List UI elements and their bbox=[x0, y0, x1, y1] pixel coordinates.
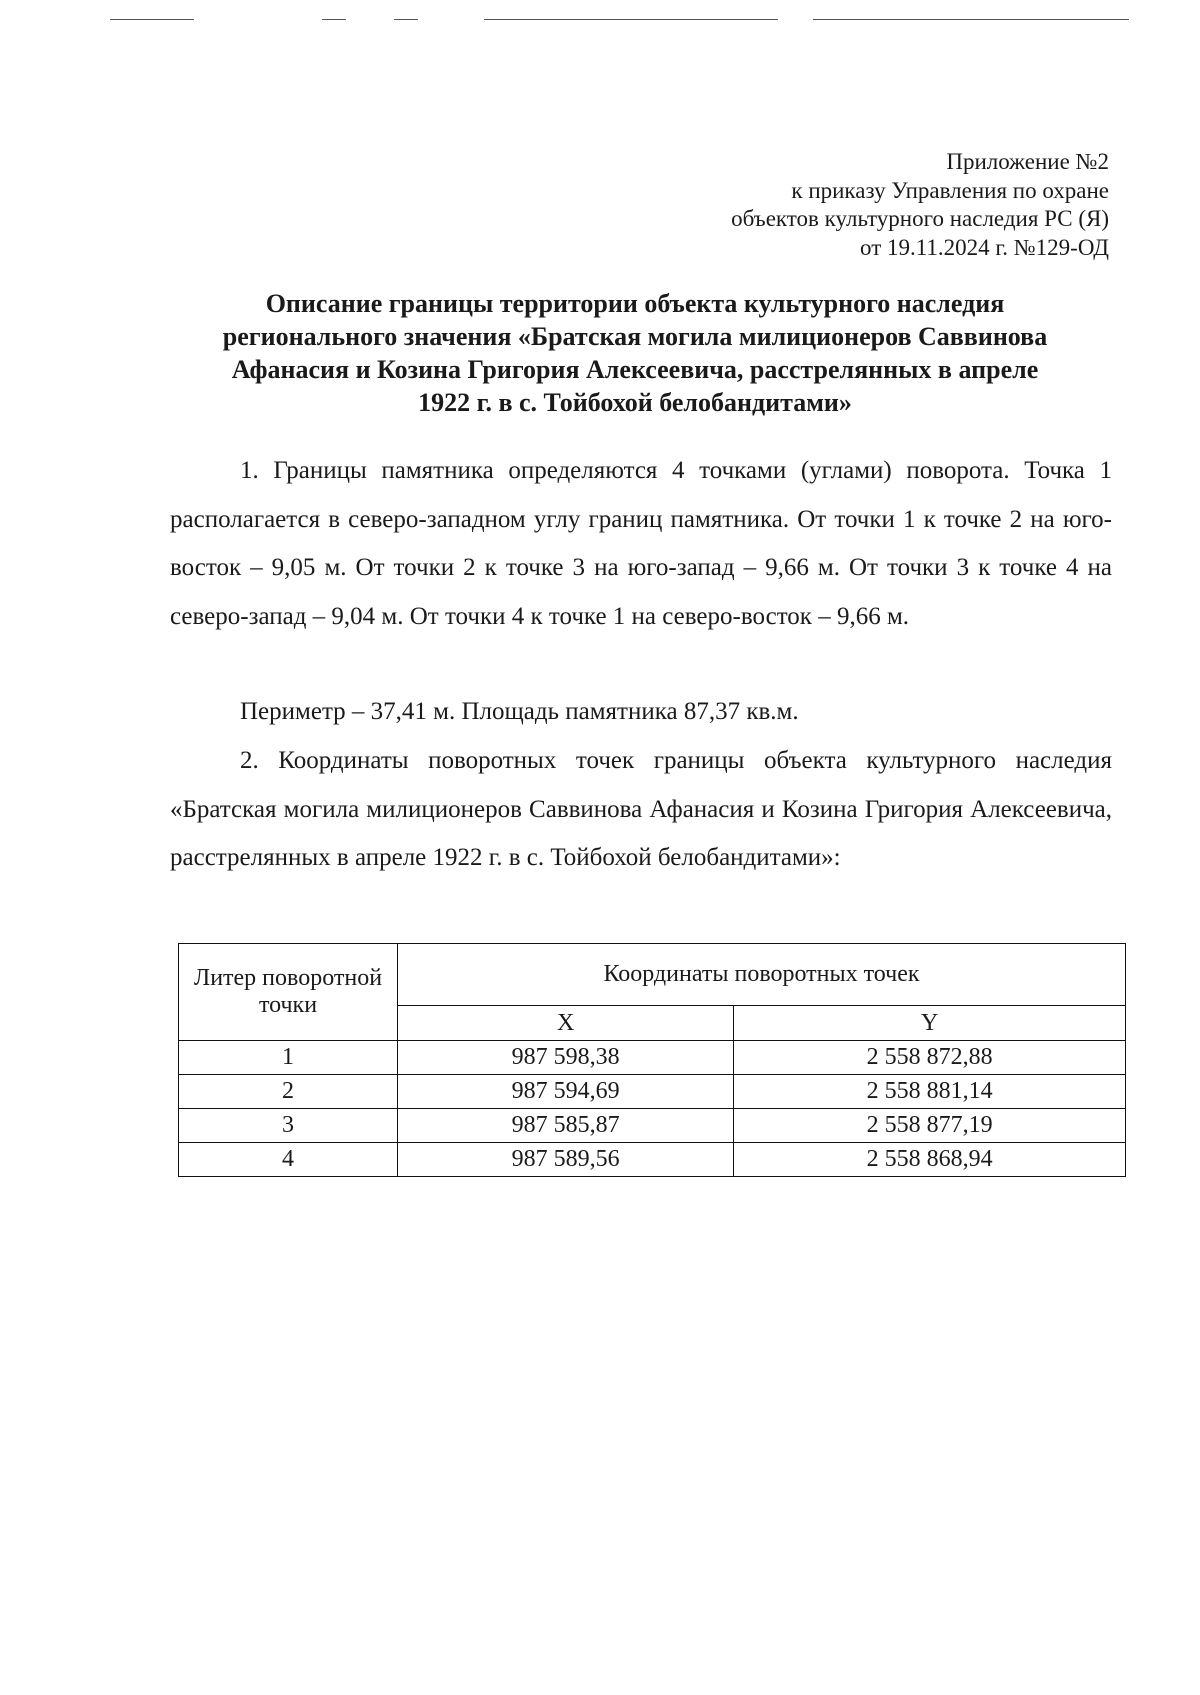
scan-artifact-line bbox=[813, 19, 1129, 20]
scan-artifact-line bbox=[394, 19, 418, 20]
cell-point: 4 bbox=[179, 1143, 398, 1177]
table-row bbox=[179, 1075, 1126, 1109]
title-line: 1922 г. в с. Тойбохой белобандитами» bbox=[418, 388, 852, 417]
paragraph-boundaries-wrap bbox=[170, 447, 1112, 641]
cell-x: 987 589,56 bbox=[398, 1143, 734, 1177]
appendix-line: от 19.11.2024 г. №129-ОД bbox=[860, 234, 1109, 260]
scan-artifact-line bbox=[110, 19, 194, 20]
title-line: Афанасия и Козина Григория Алексеевича, расстрелянных в апреле bbox=[231, 355, 1039, 384]
appendix-header bbox=[731, 148, 1109, 262]
cell-point: 2 bbox=[179, 1075, 398, 1109]
cell-y: 2 558 881,14 bbox=[734, 1075, 1126, 1109]
table-header-row bbox=[179, 944, 1126, 1006]
paragraph-perimeter-wrap bbox=[170, 688, 1112, 737]
header-coordinates: Координаты поворотных точек bbox=[398, 944, 1126, 1006]
header-x: X bbox=[398, 1006, 734, 1041]
header-y: Y bbox=[734, 1006, 1126, 1041]
cell-x: 987 594,69 bbox=[398, 1075, 734, 1109]
cell-x: 987 598,38 bbox=[398, 1041, 734, 1075]
appendix-line: объектов культурного наследия РС (Я) bbox=[731, 206, 1109, 231]
cell-y: 2 558 872,88 bbox=[734, 1041, 1126, 1075]
paragraph-coordinates-intro: 2. Координаты поворотных точек границы объекта культурного наследия «Братская могила милиционеров Саввинова Афанасия и Козина Григория Алексеевича, расстрелянных в апреле 1922 г. в с. Тойбохой белобандитами»: bbox=[170, 747, 1112, 871]
scan-artifact-line bbox=[322, 19, 346, 20]
cell-y: 2 558 868,94 bbox=[734, 1143, 1126, 1177]
appendix-line: к приказу Управления по охране bbox=[791, 177, 1109, 203]
title-line: регионального значения «Братская могила милиционеров Саввинова bbox=[222, 322, 1048, 351]
table-row bbox=[179, 1041, 1126, 1075]
cell-point: 1 bbox=[179, 1041, 398, 1075]
paragraph-coordinates-intro-wrap bbox=[170, 737, 1112, 883]
cell-x: 987 585,87 bbox=[398, 1109, 734, 1143]
table-row bbox=[179, 1109, 1126, 1143]
paragraph-boundaries: 1. Границы памятника определяются 4 точками (углами) поворота. Точка 1 располагается в северо-западном углу границ памятника. От точки 1 к точке 2 на юго-восток – 9,05 м. От точки 2 к точке 3 на юго-запад – 9,66 м. От точки 3 к точке 4 на северо-запад – 9,04 м. От точки 4 к точке 1 на северо-восток – 9,66 м. bbox=[170, 457, 1112, 630]
coordinates-table bbox=[178, 943, 1126, 1177]
cell-y: 2 558 877,19 bbox=[734, 1109, 1126, 1143]
title-line: Описание границы территории объекта культурного наследия bbox=[265, 289, 1005, 318]
header-point-letter: Литер поворотной точки bbox=[179, 944, 398, 1041]
scan-artifact-line bbox=[484, 19, 778, 20]
table-row bbox=[179, 1143, 1126, 1177]
appendix-line: Приложение №2 bbox=[946, 149, 1109, 174]
cell-point: 3 bbox=[179, 1109, 398, 1143]
document-title bbox=[160, 287, 1110, 419]
paragraph-perimeter: Периметр – 37,41 м. Площадь памятника 87,37 кв.м. bbox=[240, 698, 799, 725]
